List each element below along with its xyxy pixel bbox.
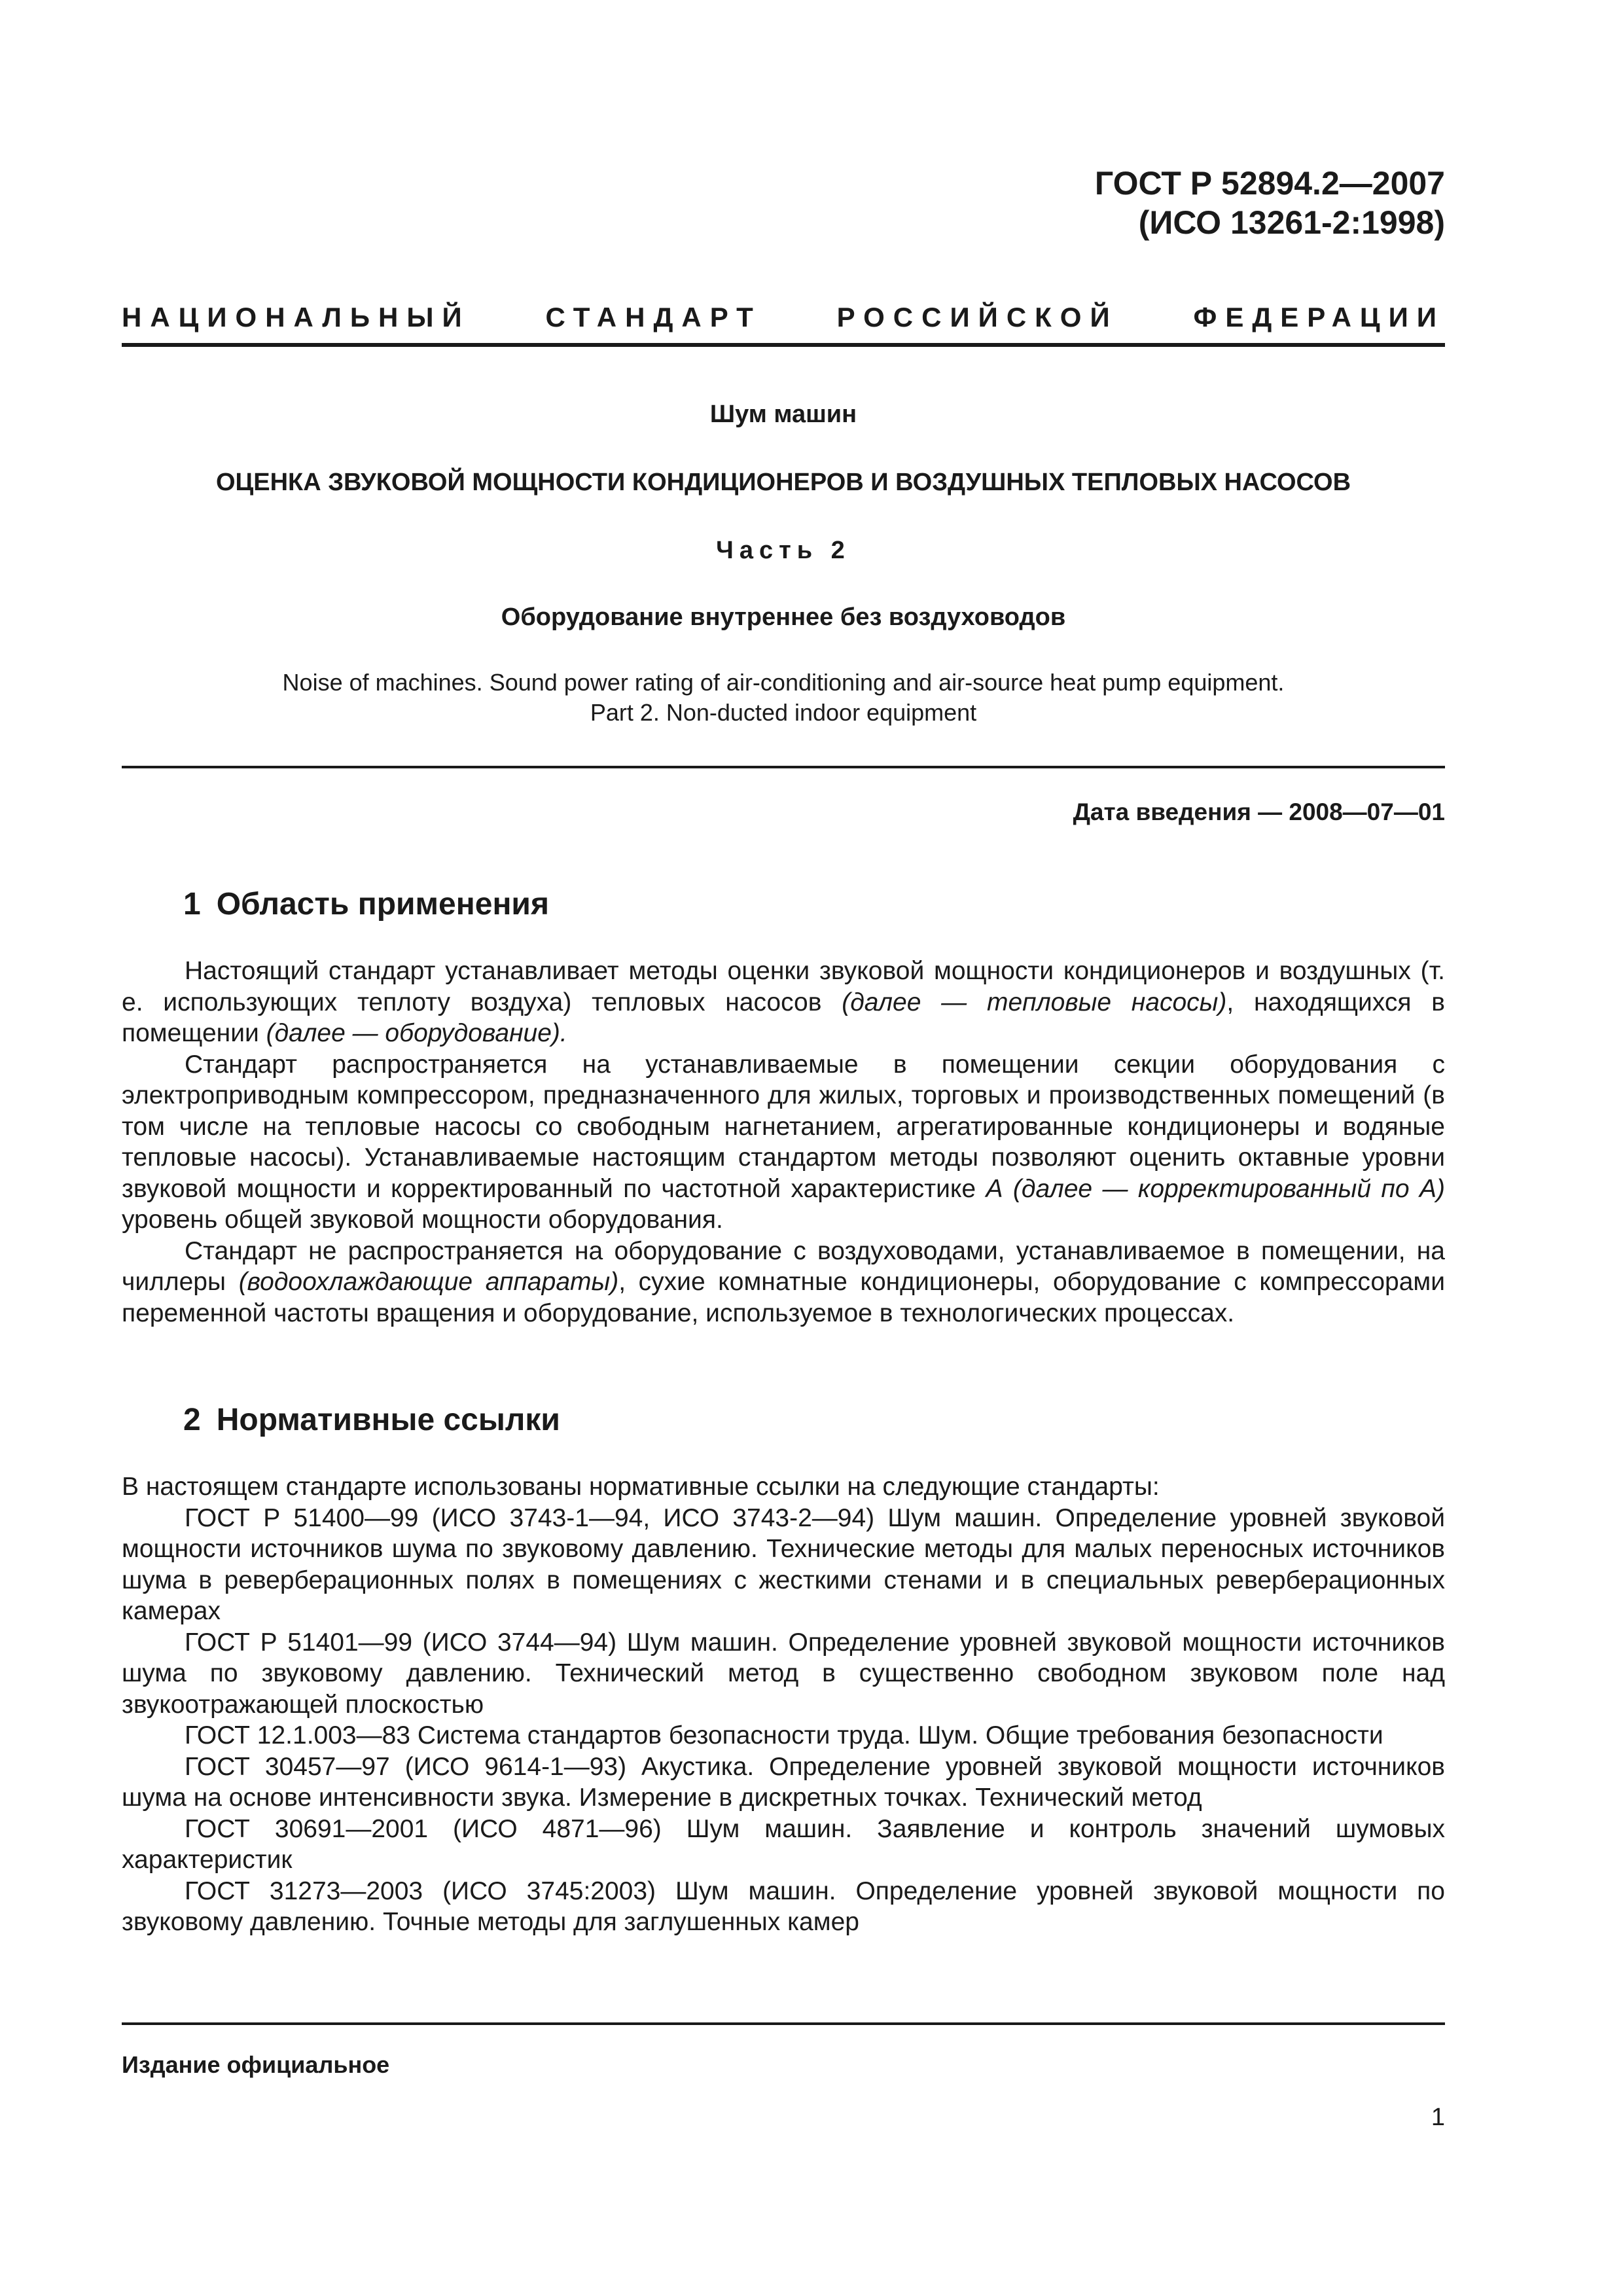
reference-item: ГОСТ 12.1.003—83 Система стандартов безопасности труда. Шум. Общие требования безопасности — [185, 1721, 1383, 1749]
reference-item: ГОСТ 30457—97 (ИСО 9614-1—93) Акустика. Определение уровней звуковой мощности источников шума на основе интенсивности звука. Измерение в дискретных точках. Технический метод — [122, 1752, 1445, 1812]
title-group: Шум машин — [709, 401, 857, 428]
banner-word: ФЕДЕРАЦИИ — [1193, 302, 1445, 332]
section-title: Область применения — [216, 887, 549, 922]
effective-date: Дата введения — 2008—07—01 — [1073, 798, 1445, 825]
banner-rule — [122, 343, 1445, 347]
paragraph: Настоящий стандарт устанавливает методы оценки звуковой мощности кондиционеров и воздушных (т. е. использующих теплоту воздуха) тепловых насосов (далее — тепловые насосы), находящихся в помещении (далее — оборудование). — [122, 957, 1445, 1047]
reference-item: ГОСТ Р 51401—99 (ИСО 3744—94) Шум машин. Определение уровней звуковой мощности источников шума по звуковому давлению. Технический метод в существенно свободном звуковом поле над звукоотражающей плоскостью — [122, 1628, 1445, 1719]
main-title: ОЦЕНКА ЗВУКОВОЙ МОЩНОСТИ КОНДИЦИОНЕРОВ И ВОЗДУШНЫХ ТЕПЛОВЫХ НАСОСОВ — [215, 469, 1351, 496]
iso-reference: (ИСО 13261-2:1998) — [1138, 204, 1445, 241]
doc-number: ГОСТ Р 52894.2—2007 — [1094, 165, 1445, 202]
english-title — [122, 668, 1445, 728]
national-standard-banner — [122, 301, 1445, 334]
footer-rule — [122, 2022, 1445, 2025]
section-body — [122, 956, 1445, 1329]
section-title: Нормативные ссылки — [216, 1403, 560, 1437]
part-title: Часть 2 — [716, 537, 851, 564]
reference-item: ГОСТ 30691—2001 (ИСО 4871—96) Шум машин. Заявление и контроль значений шумовых характеристик — [122, 1814, 1445, 1874]
section-heading — [183, 885, 549, 924]
section-body — [122, 1471, 1445, 1938]
english-title-line: Noise of machines. Sound power rating of air-conditioning and air-source heat pump equipment. — [282, 669, 1285, 696]
reference-item: ГОСТ 31273—2003 (ИСО 3745:2003) Шум машин. Определение уровней звуковой мощности по звуковому давлению. Точные методы для заглушенных камер — [122, 1876, 1445, 1936]
section-number: 1 — [183, 887, 201, 922]
section-heading — [183, 1401, 560, 1440]
page-number: 1 — [1431, 2104, 1445, 2131]
banner-word: РОССИЙСКОЙ — [836, 302, 1118, 332]
document-id — [1095, 164, 1445, 242]
paragraph: Стандарт распространяется на устанавливаемые в помещении секции оборудования с электроприводным компрессором, предназначенного для жилых, торговых и производственных помещений (в том числе на тепловые насосы со свободным нагнетанием, агрегатированные кондиционеры и водяные тепловые насосы). Устанавливаемые настоящим стандартом методы позволяют оценить октавные уровни звуковой мощности и корректированный по частотной характеристике А (далее — корректированный по А) уровень общей звуковой мощности оборудования. — [122, 1050, 1445, 1234]
reference-item: ГОСТ Р 51400—99 (ИСО 3743-1—94, ИСО 3743-2—94) Шум машин. Определение уровней звуковой мощности источников шума по звуковому давлению. Технические методы для малых переносных источников шума в реверберационных полях в помещениях с жесткими стенами и в специальных реверберационных камерах — [122, 1503, 1445, 1625]
paragraph: Стандарт не распространяется на оборудование с воздуховодами, устанавливаемое в помещении, на чиллеры (водоохлаждающие аппараты), сухие комнатные кондиционеры, оборудование с компрессорами переменной частоты вращения и оборудование, используемое в технологических процессах. — [122, 1236, 1445, 1327]
subtitle: Оборудование внутреннее без воздуховодов — [501, 603, 1066, 631]
banner-word: НАЦИОНАЛЬНЫЙ — [122, 302, 471, 332]
banner-word: СТАНДАРТ — [545, 302, 762, 332]
paragraph: В настоящем стандарте использованы нормативные ссылки на следующие стандарты: — [122, 1473, 1160, 1501]
english-title-line: Part 2. Non-ducted indoor equipment — [590, 699, 977, 726]
section-number: 2 — [183, 1403, 201, 1437]
title-rule — [122, 766, 1445, 768]
edition-label: Издание официальное — [122, 2051, 390, 2078]
